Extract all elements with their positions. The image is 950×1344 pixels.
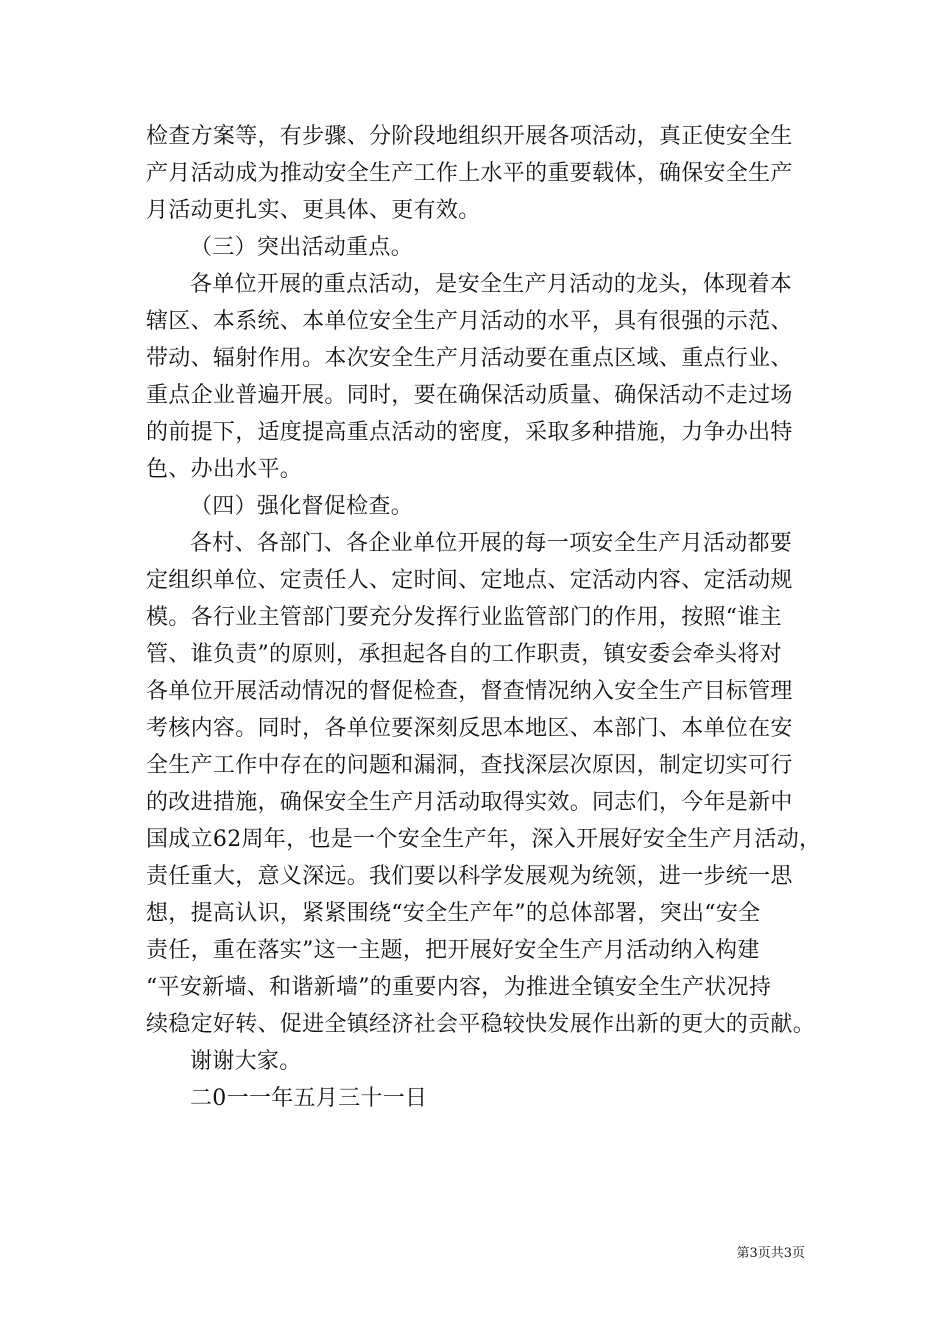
body-text-line: 产月活动成为推动安全生产工作上水平的重要载体，确保安全生产 xyxy=(146,161,793,186)
body-text-line: 责任重大，意义深远。我们要以科学发展观为统领，进一步统一思 xyxy=(146,864,793,889)
body-text-line: 的改进措施，确保安全生产月活动取得实效。同志们，今年是新中 xyxy=(146,790,793,815)
body-text-line: 国成立62周年，也是一个安全生产年，深入开展好安全生产月活动， xyxy=(146,827,822,852)
body-text-line: 各单位开展活动情况的督促检查，督查情况纳入安全生产目标管理 xyxy=(146,679,793,704)
body-text-line: 管、谁负责”的原则，承担起各自的工作职责，镇安委会牵头将对 xyxy=(146,642,782,667)
body-text-line: 责任，重在落实”这一主题，把开展好安全生产月活动纳入构建 xyxy=(146,938,760,963)
body-text-line: 辖区、本系统、本单位安全生产月活动的水平，具有很强的示范、 xyxy=(146,309,793,334)
body-text-line: 各村、各部门、各企业单位开展的每一项安全生产月活动都要 xyxy=(190,531,793,556)
body-text-line: 续稳定好转、促进全镇经济社会平稳较快发展作出新的更大的贡献。 xyxy=(146,1012,816,1037)
body-text-line: “平安新墙、和谐新墙”的重要内容，为推进全镇安全生产状况持 xyxy=(146,975,772,1000)
body-text-line: 带动、辐射作用。本次安全生产月活动要在重点区域、重点行业、 xyxy=(146,346,793,371)
section-heading: （四）强化督促检查。 xyxy=(190,494,414,519)
body-text-line: 检查方案等，有步骤、分阶段地组织开展各项活动，真正使安全生 xyxy=(146,124,793,149)
body-text-line: 各单位开展的重点活动，是安全生产月活动的龙头，体现着本 xyxy=(190,272,793,297)
body-text-line: 全生产工作中存在的问题和漏洞，查找深层次原因，制定切实可行 xyxy=(146,753,793,778)
body-text-line: 的前提下，适度提高重点活动的密度，采取多种措施，力争办出特 xyxy=(146,420,793,445)
document-date: 二0一一年五月三十一日 xyxy=(190,1086,428,1111)
section-heading: （三）突出活动重点。 xyxy=(190,235,414,260)
body-text-line: 重点企业普遍开展。同时，要在确保活动质量、确保活动不走过场 xyxy=(146,383,793,408)
body-text-line: 考核内容。同时，各单位要深刻反思本地区、本部门、本单位在安 xyxy=(146,716,793,741)
body-text-line: 色、办出水平。 xyxy=(146,457,303,482)
body-text-line: 想，提高认识，紧紧围绕“安全生产年”的总体部署，突出“安全 xyxy=(146,901,761,926)
body-text-line: 模。各行业主管部门要充分发挥行业监管部门的作用，按照“谁主 xyxy=(146,605,782,630)
body-text-line: 月活动更扎实、更具体、更有效。 xyxy=(146,198,481,223)
page-number-footer: 第3页共3页 xyxy=(736,1246,805,1261)
closing-thanks: 谢谢大家。 xyxy=(190,1049,302,1074)
body-text-line: 定组织单位、定责任人、定时间、定地点、定活动内容、定活动规 xyxy=(146,568,793,593)
